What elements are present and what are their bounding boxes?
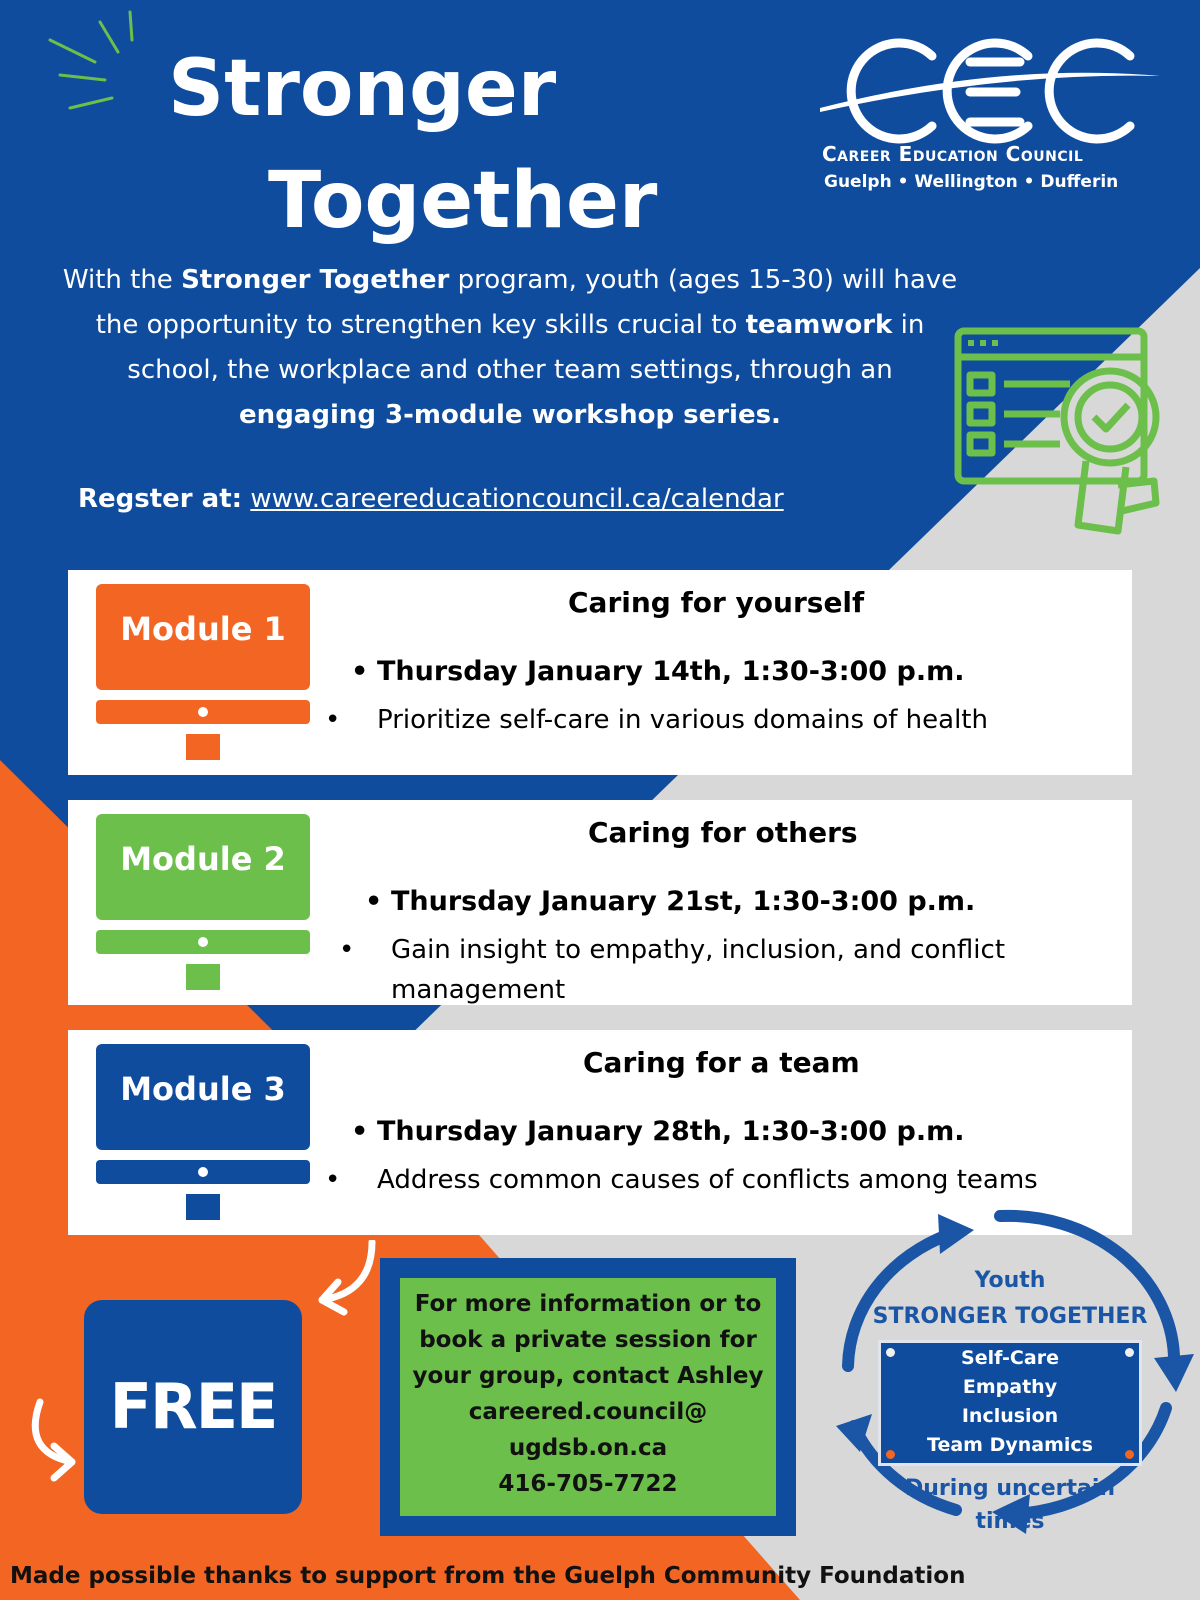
module-card-1 <box>68 570 1132 775</box>
cycle-topic: Inclusion <box>961 1405 1059 1427</box>
cycle-top-label: Youth <box>974 1268 1046 1293</box>
contact-text: For more information or to book a private session for your group, contact Ashley careered.council@ ugdsb.on.ca 416-705-7722 <box>400 1286 776 1502</box>
cycle-topic: Team Dynamics <box>927 1434 1093 1456</box>
intro-paragraph: With the Stronger Together program, youth (ages 15-30) will have the opportunity to strengthen key skills crucial to teamwork in school, the workplace and other team settings, through an engaging 3-module workshop series. <box>62 265 958 430</box>
series-emphasis: engaging 3-module workshop series. <box>239 400 781 430</box>
contact-phone[interactable]: 416-705-7722 <box>498 1471 678 1497</box>
module-label: Module 1 <box>120 610 286 648</box>
module-date: • Thursday January 14th, 1:30-3:00 p.m. <box>351 656 965 687</box>
free-badge: FREE <box>109 1370 277 1443</box>
module-label: Module 3 <box>120 1070 286 1108</box>
contact-email[interactable]: careered.council@ ugdsb.on.ca <box>468 1399 708 1461</box>
cycle-bottom-label: During uncertain times <box>904 1476 1116 1534</box>
register-link[interactable]: www.careereducationcouncil.ca/calendar <box>250 484 784 514</box>
title-line-2: Together <box>268 156 658 246</box>
module-description: • Gain insight to empathy, inclusion, and conflict management <box>339 935 1006 1005</box>
module-card-3 <box>68 1030 1132 1235</box>
document-check-icon <box>950 325 1180 555</box>
footer-credit: Made possible thanks to support from the Guelph Community Foundation <box>10 1563 966 1589</box>
teamwork-emphasis: teamwork <box>745 310 893 340</box>
register-label: Regster at: <box>78 484 243 514</box>
cycle-topic-list <box>878 1344 1142 1460</box>
logo-organization-name: Career Education Council <box>822 142 1084 166</box>
module-card-2 <box>68 800 1132 1005</box>
cycle-topic: Self-Care <box>961 1347 1059 1369</box>
module-description: • Prioritize self-care in various domains of health <box>325 705 988 735</box>
module-heading: Caring for a team <box>583 1046 860 1079</box>
title-line-1: Stronger <box>168 44 557 134</box>
program-name: Stronger Together <box>181 265 450 295</box>
module-date: • Thursday January 21st, 1:30-3:00 p.m. <box>365 886 976 917</box>
module-heading: Caring for yourself <box>568 586 865 619</box>
module-heading: Caring for others <box>588 816 858 849</box>
register-line <box>78 484 784 514</box>
module-date: • Thursday January 28th, 1:30-3:00 p.m. <box>351 1116 965 1147</box>
cycle-program-label: STRONGER TOGETHER <box>872 1304 1148 1329</box>
logo-region: Guelph • Wellington • Dufferin <box>824 172 1119 192</box>
cycle-topic: Empathy <box>962 1376 1058 1398</box>
module-label: Module 2 <box>120 840 286 878</box>
module-description: • Address common causes of conflicts among teams <box>325 1165 1038 1195</box>
